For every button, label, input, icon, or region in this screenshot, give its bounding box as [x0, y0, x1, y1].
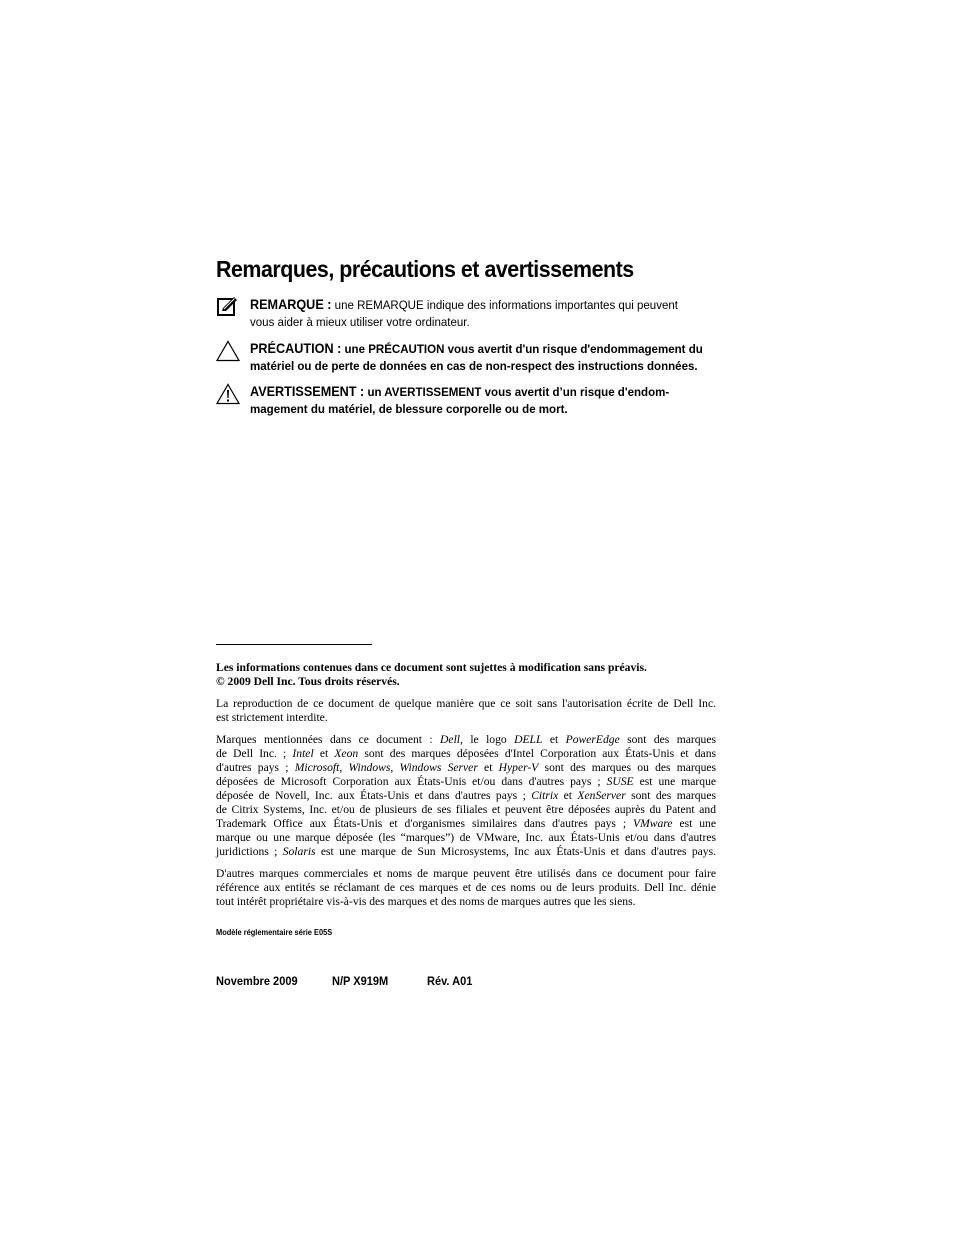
note-text: une REMARQUE indique des informations importantes qui peuvent [331, 298, 679, 312]
revision: Rév. A01 [427, 974, 473, 988]
caution-text-line2: matériel ou de perte de données en cas de non-respect des instructions données. [250, 359, 698, 373]
reproduction-notice: La reproduction de ce document de quelque manière que ce soit sans l'autorisation écrite de Dell Inc. est strictement interdite. [216, 697, 716, 724]
copyright-block [216, 661, 716, 689]
caution-block [216, 340, 736, 375]
trademark-line: Trademark Office aux États-Unis et d'organismes similaires dans d'autres pays ; VMware est une [216, 817, 716, 830]
warning-text-line2: magement du matériel, de blessure corporelle ou de mort. [250, 402, 568, 416]
caution-label: PRÉCAUTION : [250, 341, 342, 356]
trademarks-notice [216, 733, 716, 859]
trademark-line: de Citrix Systems, Inc. et/ou de plusieurs de ses filiales et peuvent être déposées auprès du Patent and [216, 803, 716, 816]
trademark-line: Marques mentionnées dans ce document : Dell, le logo DELL et PowerEdge sont des marques [216, 733, 716, 746]
trademark-line: déposée de Novell, Inc. aux États-Unis et dans d'autres pays ; Citrix et XenServer sont des marques [216, 789, 716, 802]
pencil-note-icon [216, 296, 240, 318]
info-notice: Les informations contenues dans ce document sont sujettes à modification sans préavis. [216, 661, 647, 674]
regulatory-model: Modèle réglementaire série E05S [216, 928, 333, 937]
trademark-line: déposées de Microsoft Corporation aux États-Unis et/ou dans d'autres pays ; SUSE est une marque [216, 775, 717, 788]
caution-text: une PRÉCAUTION vous avertit d'un risque d'endommagement du [341, 342, 703, 356]
page-title: Remarques, précautions et avertissements [216, 256, 634, 282]
part-number: N/P X919M [332, 974, 389, 988]
warning-triangle-icon [216, 383, 240, 405]
note-label: REMARQUE : [250, 297, 332, 312]
warning-text: un AVERTISSEMENT vous avertit d’un risque d'endom- [364, 385, 670, 399]
copyright-notice: © 2009 Dell Inc. Tous droits réservés. [216, 675, 400, 688]
warning-block [216, 383, 736, 418]
note-block [216, 296, 736, 331]
caution-triangle-icon [216, 340, 240, 362]
trademark-line: juridictions ; Solaris est une marque de Sun Microsystems, Inc aux États-Unis et dans d'autres pays. [216, 845, 716, 858]
trademark-line: de Dell Inc. ; Intel et Xeon sont des marques déposées d'Intel Corporation aux États-Unis et dans [216, 747, 717, 760]
trademark-line: d'autres pays ; Microsoft, Windows, Windows Server et Hyper-V sont des marques ou des marques [216, 761, 717, 774]
other-trademarks-notice: D'autres marques commerciales et noms de marque peuvent être utilisés dans ce document pour faire référence aux entités se réclamant de ces marques et de ces noms ou de leurs produits. Dell Inc. dénie tout intérêt propriétaire vis-à-vis des marques et des noms de marques autres que les siens. [216, 867, 716, 908]
section-divider [216, 644, 372, 645]
trademark-line: marque ou une marque déposée (les “marques”) de VMware, Inc. aux États-Unis et/ou dans d'autres [216, 831, 716, 844]
publication-date: Novembre 2009 [216, 974, 298, 988]
note-text-line2: vous aider à mieux utiliser votre ordinateur. [250, 315, 470, 329]
warning-label: AVERTISSEMENT : [250, 384, 365, 399]
